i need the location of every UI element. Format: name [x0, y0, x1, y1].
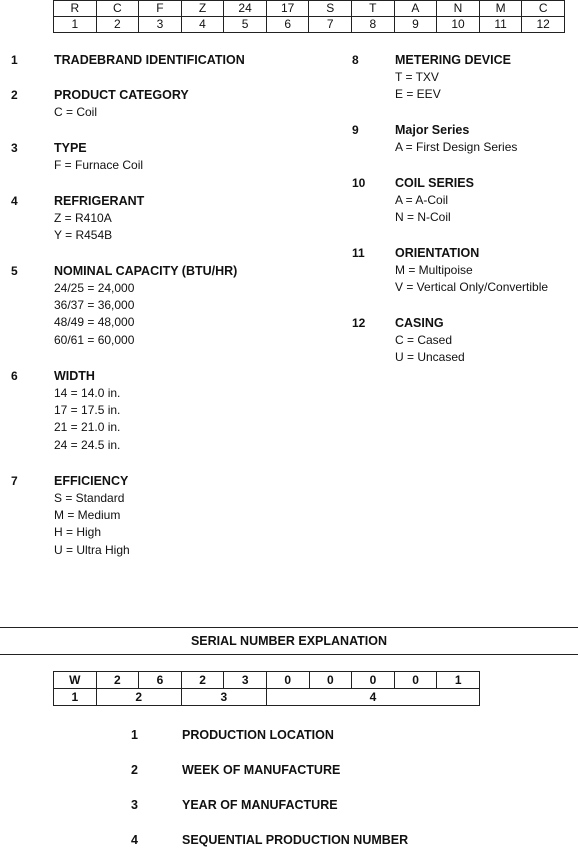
- model-code-cell: R: [54, 1, 97, 17]
- model-position-cell: 2: [96, 17, 139, 33]
- entry-major-series: [352, 123, 572, 163]
- entry-option: Z = R410A: [54, 211, 112, 225]
- serial-digit-cell: 0: [352, 672, 395, 689]
- legend-label: YEAR OF MANUFACTURE: [182, 798, 338, 812]
- serial-digit-cell: W: [54, 672, 97, 689]
- model-position-cell: 3: [139, 17, 182, 33]
- entry-nominal-capacity: [11, 264, 311, 354]
- serial-digit-row: [54, 672, 480, 689]
- entry-orientation: [352, 246, 576, 301]
- entry-type: [11, 141, 311, 181]
- serial-group-row: [54, 689, 480, 706]
- entry-option: 24 = 24.5 in.: [54, 438, 121, 452]
- entry-title: Major Series: [395, 123, 470, 137]
- entry-option: H = High: [54, 525, 102, 539]
- legend-number: 2: [131, 763, 138, 777]
- entry-option: T = TXV: [395, 70, 439, 84]
- divider-top: [0, 627, 578, 628]
- entry-number: 5: [11, 264, 18, 278]
- entry-option: Y = R454B: [54, 228, 113, 242]
- legend-label: WEEK OF MANUFACTURE: [182, 763, 341, 777]
- serial-digit-cell: 0: [309, 672, 352, 689]
- entry-title: METERING DEVICE: [395, 53, 511, 67]
- entry-number: 2: [11, 88, 18, 102]
- model-code-cell: S: [309, 1, 352, 17]
- entry-title: REFRIGERANT: [54, 194, 145, 208]
- model-position-cell: 10: [437, 17, 480, 33]
- model-position-cell: 5: [224, 17, 267, 33]
- entry-tradebrand: [11, 53, 311, 73]
- serial-digit-cell: 2: [96, 672, 139, 689]
- entry-option: S = Standard: [54, 491, 125, 505]
- serial-digit-cell: 6: [139, 672, 182, 689]
- serial-group-cell: 4: [266, 689, 479, 706]
- model-position-cell: 6: [266, 17, 309, 33]
- model-position-cell: 11: [479, 17, 522, 33]
- serial-digit-cell: 0: [394, 672, 437, 689]
- legend-number: 4: [131, 833, 138, 847]
- model-code-cell: 24: [224, 1, 267, 17]
- entry-number: 4: [11, 194, 18, 208]
- entry-option: 24/25 = 24,000: [54, 281, 135, 295]
- legend-label: SEQUENTIAL PRODUCTION NUMBER: [182, 833, 409, 847]
- serial-group-cell: 1: [54, 689, 97, 706]
- entry-option: U = Uncased: [395, 350, 465, 364]
- entry-width: [11, 369, 311, 459]
- model-position-cell: 9: [394, 17, 437, 33]
- entry-option: 36/37 = 36,000: [54, 298, 135, 312]
- entry-option: V = Vertical Only/Convertible: [395, 280, 549, 294]
- entry-option: C = Cased: [395, 333, 453, 347]
- entry-title: ORIENTATION: [395, 246, 480, 260]
- entry-product-category: [11, 88, 311, 128]
- serial-group-cell: 2: [96, 689, 181, 706]
- entry-casing: [352, 316, 572, 371]
- model-code-cell: 17: [266, 1, 309, 17]
- legend-label: PRODUCTION LOCATION: [182, 728, 334, 742]
- entry-number: 6: [11, 369, 18, 383]
- model-number-table: [53, 0, 565, 33]
- model-code-cell: T: [352, 1, 395, 17]
- entry-efficiency: [11, 474, 311, 564]
- entry-refrigerant: [11, 194, 311, 254]
- serial-digit-cell: 3: [224, 672, 267, 689]
- entry-option: A = A-Coil: [395, 193, 449, 207]
- entry-option: U = Ultra High: [54, 543, 130, 557]
- serial-number-table: [53, 671, 480, 706]
- legend-number: 1: [131, 728, 138, 742]
- entry-option: F = Furnace Coil: [54, 158, 144, 172]
- entry-option: M = Medium: [54, 508, 121, 522]
- entry-option: 60/61 = 60,000: [54, 333, 135, 347]
- entry-option: C = Coil: [54, 105, 98, 119]
- entry-number: 7: [11, 474, 18, 488]
- entry-option: M = Multipoise: [395, 263, 473, 277]
- model-position-cell: 7: [309, 17, 352, 33]
- serial-digit-cell: 0: [266, 672, 309, 689]
- serial-heading: SERIAL NUMBER EXPLANATION: [190, 634, 388, 648]
- entry-option: N = N-Coil: [395, 210, 451, 224]
- entry-title: COIL SERIES: [395, 176, 474, 190]
- model-code-cell: A: [394, 1, 437, 17]
- entry-option: A = First Design Series: [395, 140, 518, 154]
- entry-option: 48/49 = 48,000: [54, 315, 135, 329]
- entry-option: 17 = 17.5 in.: [54, 403, 121, 417]
- entry-metering-device: [352, 53, 572, 108]
- model-code-cell: C: [96, 1, 139, 17]
- entry-number: 1: [11, 53, 18, 67]
- entry-coil-series: [352, 176, 572, 231]
- model-code-cell: Z: [181, 1, 224, 17]
- serial-group-cell: 3: [181, 689, 266, 706]
- model-position-cell: 1: [54, 17, 97, 33]
- legend-number: 3: [131, 798, 138, 812]
- model-position-cell: 4: [181, 17, 224, 33]
- serial-digit-cell: 1: [437, 672, 480, 689]
- model-code-cell: N: [437, 1, 480, 17]
- entry-number: 12: [352, 316, 366, 330]
- model-position-cell: 8: [352, 17, 395, 33]
- entry-number: 11: [352, 246, 365, 260]
- entry-title: EFFICIENCY: [54, 474, 129, 488]
- entry-number: 3: [11, 141, 18, 155]
- model-code-row: [54, 1, 565, 17]
- entry-option: 21 = 21.0 in.: [54, 420, 121, 434]
- entry-option: 14 = 14.0 in.: [54, 386, 121, 400]
- entry-title: WIDTH: [54, 369, 95, 383]
- entry-number: 10: [352, 176, 366, 190]
- entry-option: E = EEV: [395, 87, 441, 101]
- divider-bottom: [0, 654, 578, 655]
- entry-title: TRADEBRAND IDENTIFICATION: [54, 53, 245, 67]
- serial-digit-cell: 2: [181, 672, 224, 689]
- entry-title: TYPE: [54, 141, 87, 155]
- entry-title: PRODUCT CATEGORY: [54, 88, 189, 102]
- model-position-row: [54, 17, 565, 33]
- entry-number: 8: [352, 53, 359, 67]
- model-code-cell: M: [479, 1, 522, 17]
- entry-number: 9: [352, 123, 359, 137]
- entry-title: NOMINAL CAPACITY (BTU/HR): [54, 264, 238, 278]
- model-code-cell: C: [522, 1, 565, 17]
- model-code-cell: F: [139, 1, 182, 17]
- entry-title: CASING: [395, 316, 444, 330]
- model-position-cell: 12: [522, 17, 565, 33]
